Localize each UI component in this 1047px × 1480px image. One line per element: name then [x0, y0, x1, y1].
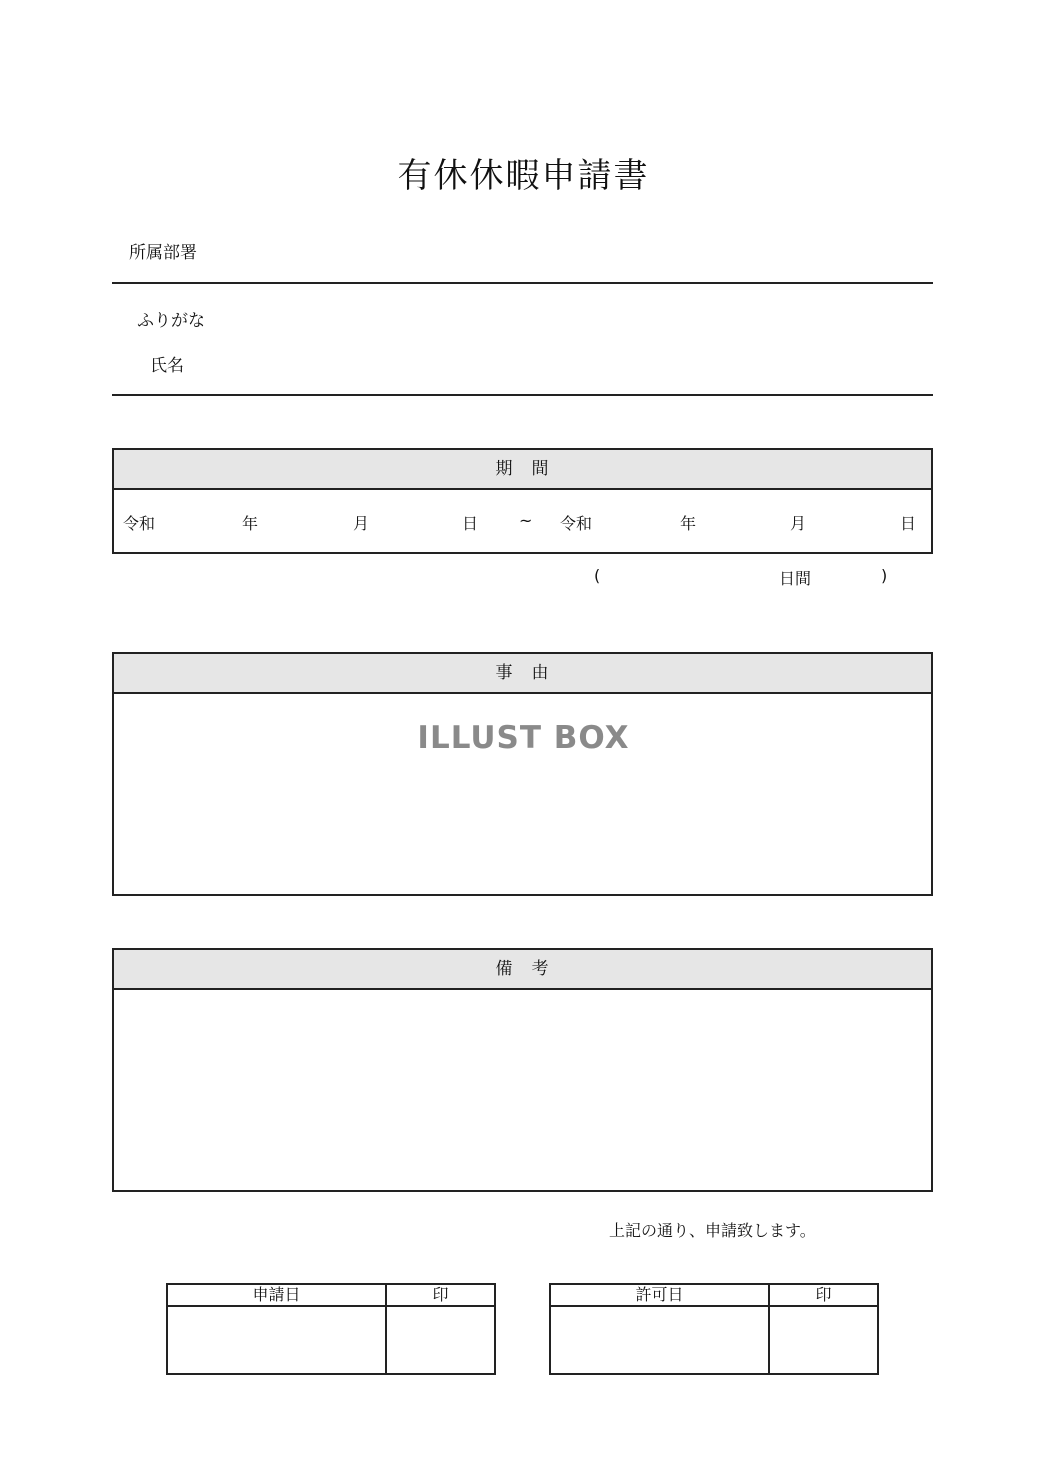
- name-underline: [112, 394, 933, 396]
- furigana-label: ふりがな: [137, 311, 205, 331]
- period-row: [114, 490, 931, 552]
- period-header: 期 間: [114, 450, 931, 490]
- duration-close-paren: ): [881, 566, 888, 585]
- declaration-text: 上記の通り、申請致します。: [609, 1221, 816, 1240]
- watermark-logo: ILLUST BOX: [417, 720, 630, 756]
- application-date-cell: [167, 1306, 386, 1374]
- end-year-unit: 年: [680, 514, 697, 533]
- remarks-box: [112, 948, 933, 1192]
- end-era: 令和: [560, 514, 593, 533]
- end-day-unit: 日: [900, 514, 917, 533]
- start-era: 令和: [123, 514, 156, 533]
- start-month-unit: 月: [353, 514, 370, 533]
- remarks-header: 備 考: [114, 950, 931, 990]
- range-tilde: ~: [519, 511, 533, 530]
- start-year-unit: 年: [242, 514, 259, 533]
- application-date-label: 申請日: [167, 1284, 386, 1306]
- approval-table: [549, 1283, 879, 1375]
- department-underline: [112, 282, 933, 284]
- end-month-unit: 月: [790, 514, 807, 533]
- start-day-unit: 日: [462, 514, 479, 533]
- name-label: 氏名: [150, 356, 184, 376]
- approval-seal-cell: [769, 1306, 878, 1374]
- reason-header: 事 由: [114, 654, 931, 694]
- duration-open-paren: (: [594, 566, 601, 585]
- reason-box: [112, 652, 933, 896]
- application-seal-cell: [386, 1306, 495, 1374]
- duration-unit: 日間: [779, 569, 812, 588]
- department-label: 所属部署: [129, 243, 197, 263]
- application-table: [166, 1283, 496, 1375]
- page-title: 有休休暇申請書: [397, 156, 650, 196]
- approval-seal-label: 印: [769, 1284, 878, 1306]
- period-box: [112, 448, 933, 554]
- approval-date-cell: [550, 1306, 769, 1374]
- application-seal-label: 印: [386, 1284, 495, 1306]
- approval-date-label: 許可日: [550, 1284, 769, 1306]
